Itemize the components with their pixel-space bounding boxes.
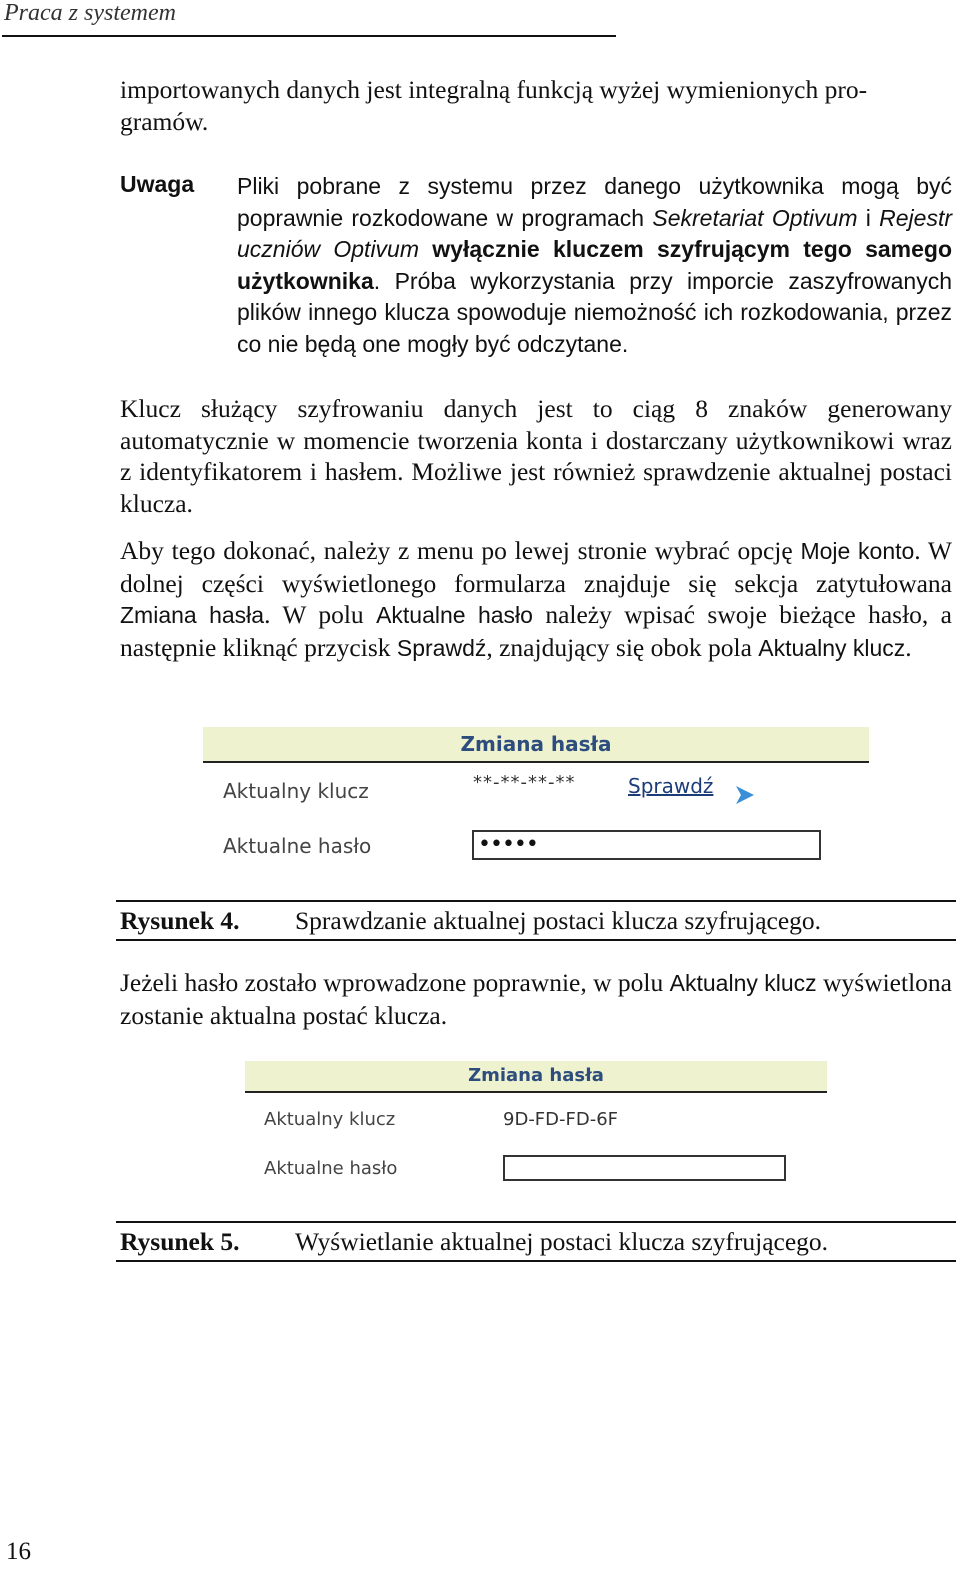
figure-4-caption-top-rule (116, 900, 956, 902)
figure-4-password-label: Aktualne hasło (223, 834, 372, 858)
ui-term-moje-konto: Moje konto (800, 538, 915, 564)
figure-5-caption-bottom-rule (116, 1260, 956, 1262)
figure-5-key-label: Aktualny klucz (264, 1109, 396, 1130)
header-rule (2, 35, 616, 37)
figure-5-caption-top-rule (116, 1221, 956, 1223)
figure-4-key-value: **-**-**-** (473, 772, 576, 793)
figure-5-password-input[interactable] (503, 1155, 786, 1181)
arrow-right-icon[interactable] (734, 784, 756, 806)
ui-term-sprawdz: Sprawdź (396, 634, 487, 661)
intro-line-1: importowanych danych jest integralną funkcją wyżej wymienionych pro- (120, 75, 868, 104)
figure-4-key-label: Aktualny klucz (223, 779, 369, 803)
ui-term-aktualne-haslo: Aktualne hasło (376, 602, 533, 628)
figure-5-password-label: Aktualne hasło (264, 1158, 398, 1179)
figure-4-caption-bottom-rule (116, 939, 956, 941)
running-header: Praca z systemem (4, 0, 176, 26)
figure-4-caption-number: Rysunek 4. (120, 906, 240, 935)
ui-term-aktualny-klucz: Aktualny klucz (758, 634, 906, 661)
page-number: 16 (6, 1538, 31, 1565)
figure-4-header: Zmiana hasła (203, 727, 869, 761)
note-emphasis: wyłącznie kluczem szyfrującym tego samego użytkownika (237, 236, 952, 294)
note-label: Uwaga (120, 171, 195, 197)
figure-4-caption-text: Sprawdzanie aktualnej postaci klucza szyfrującego. (295, 906, 822, 935)
figure-5-caption-text: Wyświetlanie aktualnej postaci klucza szyfrującego. (295, 1227, 829, 1256)
figure-4-header-rule (203, 761, 869, 763)
figure-5-caption-number: Rysunek 5. (120, 1227, 240, 1256)
figure-5-key-value: 9D-FD-FD-6F (503, 1109, 619, 1130)
ui-term-aktualny-klucz-2: Aktualny klucz (669, 970, 817, 996)
paragraph-key-description: Klucz służący szyfrowaniu danych jest to ciąg 8 znaków generowany automatycznie w momencie tworzenia konta i dostarczany użytkownikowi wraz z identyfikatorem i hasłem. Możliwe jest również sprawdzenie aktualnej postaci klucza. (120, 394, 952, 518)
ui-term-zmiana-hasla: Zmiana hasła (120, 602, 265, 628)
paragraph-result: Jeżeli hasło zostało wprowadzone poprawnie, w polu Aktualny klucz wyświetlona zostanie aktualna postać klucza. (120, 968, 952, 1030)
intro-line-2: gramów. (120, 107, 209, 136)
figure-5-header-rule (245, 1091, 827, 1093)
figure-4-password-input[interactable]: ••••• (472, 830, 821, 860)
figure-5-header: Zmiana hasła (245, 1061, 827, 1091)
note-text: Pliki pobrane z systemu przez danego użytkownika mogą być poprawnie rozkodowane w programach Sekretariat Optivum i Rejestr uczniów Optivum wyłącznie kluczem szyfrującym tego samego użytkownika. Próba wykorzystania przy imporcie zaszyfrowanych plików innego klucza spowoduje niemożność ich rozkodowania, przez co nie będą one mogły być odczytane. (237, 173, 952, 357)
paragraph-instructions: Aby tego dokonać, należy z menu po lewej stronie wybrać opcję Moje konto. W dolnej części wyświetlonego formularza znajduje się sekcja zatytułowana Zmiana hasła. W polu Aktualne hasło należy wpisać swoje bieżące hasło, a następnie kliknąć przycisk Sprawdź, znajdujący się obok pola Aktualny klucz. (120, 536, 953, 662)
check-button[interactable]: Sprawdź (628, 774, 714, 798)
app-name-rejestr: Rejestr uczniów Optivum (237, 204, 952, 262)
app-name-sekretariat: Sekretariat Optivum (652, 204, 858, 231)
